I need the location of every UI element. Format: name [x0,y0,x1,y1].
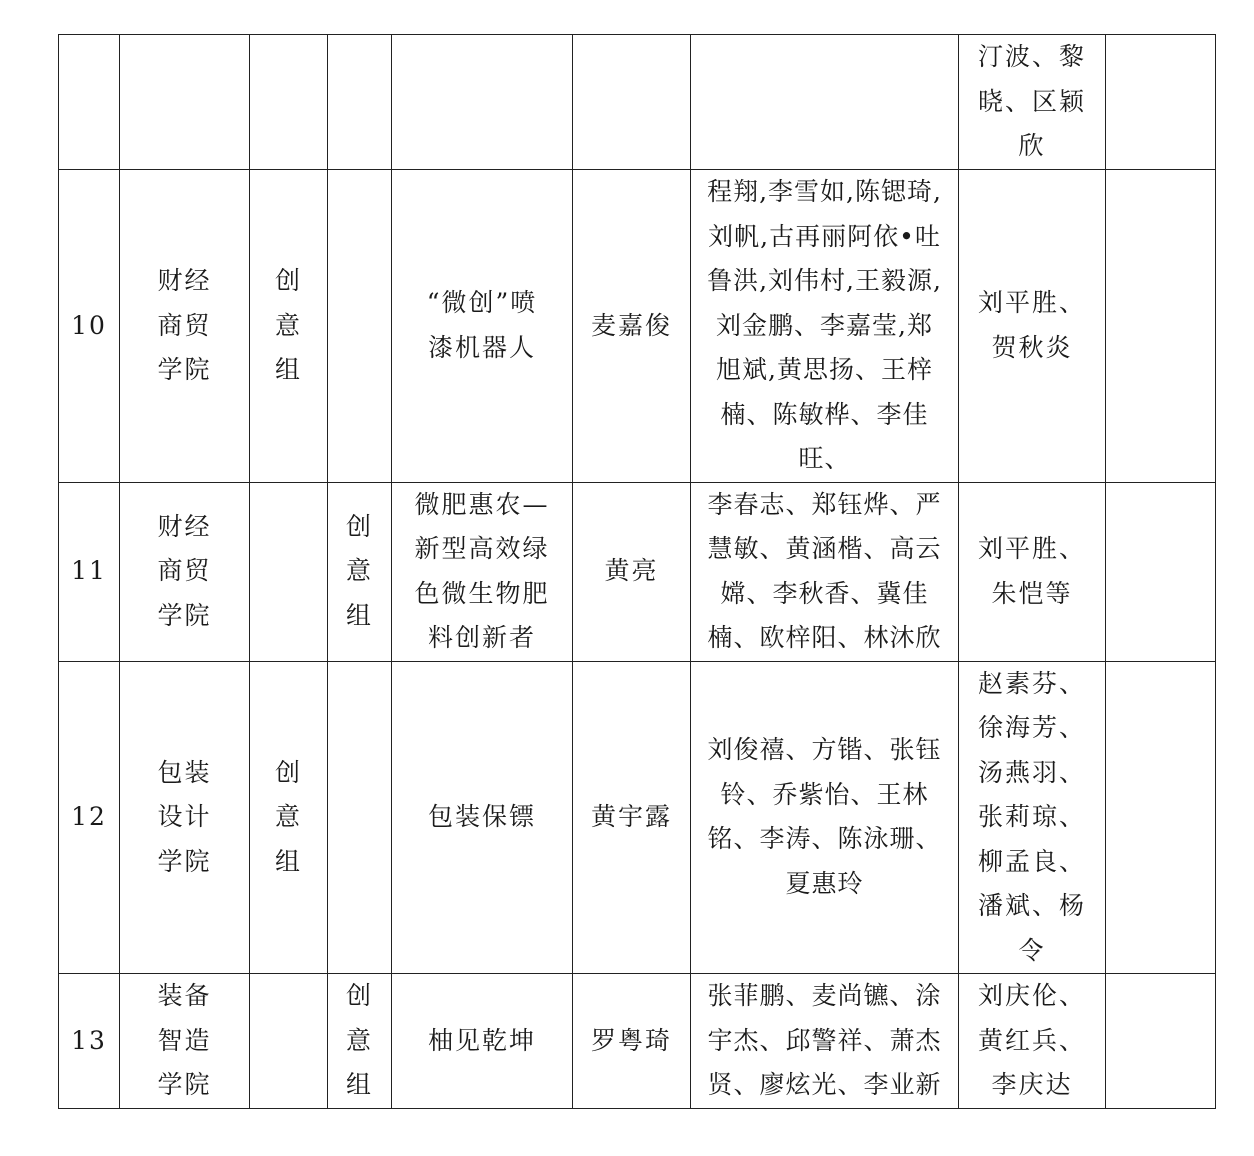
members-cell: 刘俊禧、方锴、张钰铃、乔紫怡、王林铭、李涛、陈泳珊、夏惠玲 [691,661,959,974]
project-cell [392,35,573,170]
college-cell: 财经商贸学院 [120,170,250,483]
project-cell: 微肥惠农—新型高效绿色微生物肥料创新者 [392,482,573,661]
table-row [59,35,1216,170]
row-index: 11 [59,482,120,661]
members-cell: 程翔,李雪如,陈锶琦,刘帆,古再丽阿依•吐鲁洪,刘伟村,王毅源,刘金鹏、李嘉莹,郑旭斌,黄思扬、王梓楠、陈敏桦、李佳旺、 [691,170,959,483]
group-a-cell [250,35,328,170]
group-a-cell: 创意组 [250,661,328,974]
awards-table [58,34,1216,1109]
leader-cell: 罗粤琦 [573,974,691,1109]
group-a-cell [250,974,328,1109]
advisors-cell: 汀波、黎晓、区颖欣 [959,35,1106,170]
leader-cell [573,35,691,170]
members-cell: 张菲鹏、麦尚镳、涂宇杰、邱警祥、萧杰贤、廖炫光、李业新 [691,974,959,1109]
project-cell: “微创”喷漆机器人 [392,170,573,483]
college-cell [120,35,250,170]
project-cell: 柚见乾坤 [392,974,573,1109]
advisors-cell: 刘平胜、贺秋炎 [959,170,1106,483]
group-a-cell [250,482,328,661]
group-b-cell [328,170,392,483]
group-b-cell [328,661,392,974]
remarks-cell [1106,170,1216,483]
table-row [59,974,1216,1109]
advisors-cell: 刘庆伦、黄红兵、李庆达 [959,974,1106,1109]
college-cell: 包装设计学院 [120,661,250,974]
table-row [59,170,1216,483]
college-cell: 装备智造学院 [120,974,250,1109]
row-index [59,35,120,170]
members-cell [691,35,959,170]
leader-cell: 黄宇露 [573,661,691,974]
group-b-cell: 创意组 [328,482,392,661]
group-b-cell [328,35,392,170]
table-row [59,482,1216,661]
row-index: 13 [59,974,120,1109]
row-index: 10 [59,170,120,483]
group-b-cell: 创意组 [328,974,392,1109]
members-cell: 李春志、郑钰烨、严慧敏、黄涵楷、高云嫦、李秋香、冀佳楠、欧梓阳、林沐欣 [691,482,959,661]
leader-cell: 麦嘉俊 [573,170,691,483]
advisors-cell: 赵素芬、徐海芳、汤燕羽、张莉琼、柳孟良、潘斌、杨令 [959,661,1106,974]
remarks-cell [1106,661,1216,974]
row-index: 12 [59,661,120,974]
remarks-cell [1106,35,1216,170]
remarks-cell [1106,974,1216,1109]
remarks-cell [1106,482,1216,661]
advisors-cell: 刘平胜、朱恺等 [959,482,1106,661]
college-cell: 财经商贸学院 [120,482,250,661]
table-row [59,661,1216,974]
leader-cell: 黄亮 [573,482,691,661]
group-a-cell: 创意组 [250,170,328,483]
project-cell: 包装保镖 [392,661,573,974]
